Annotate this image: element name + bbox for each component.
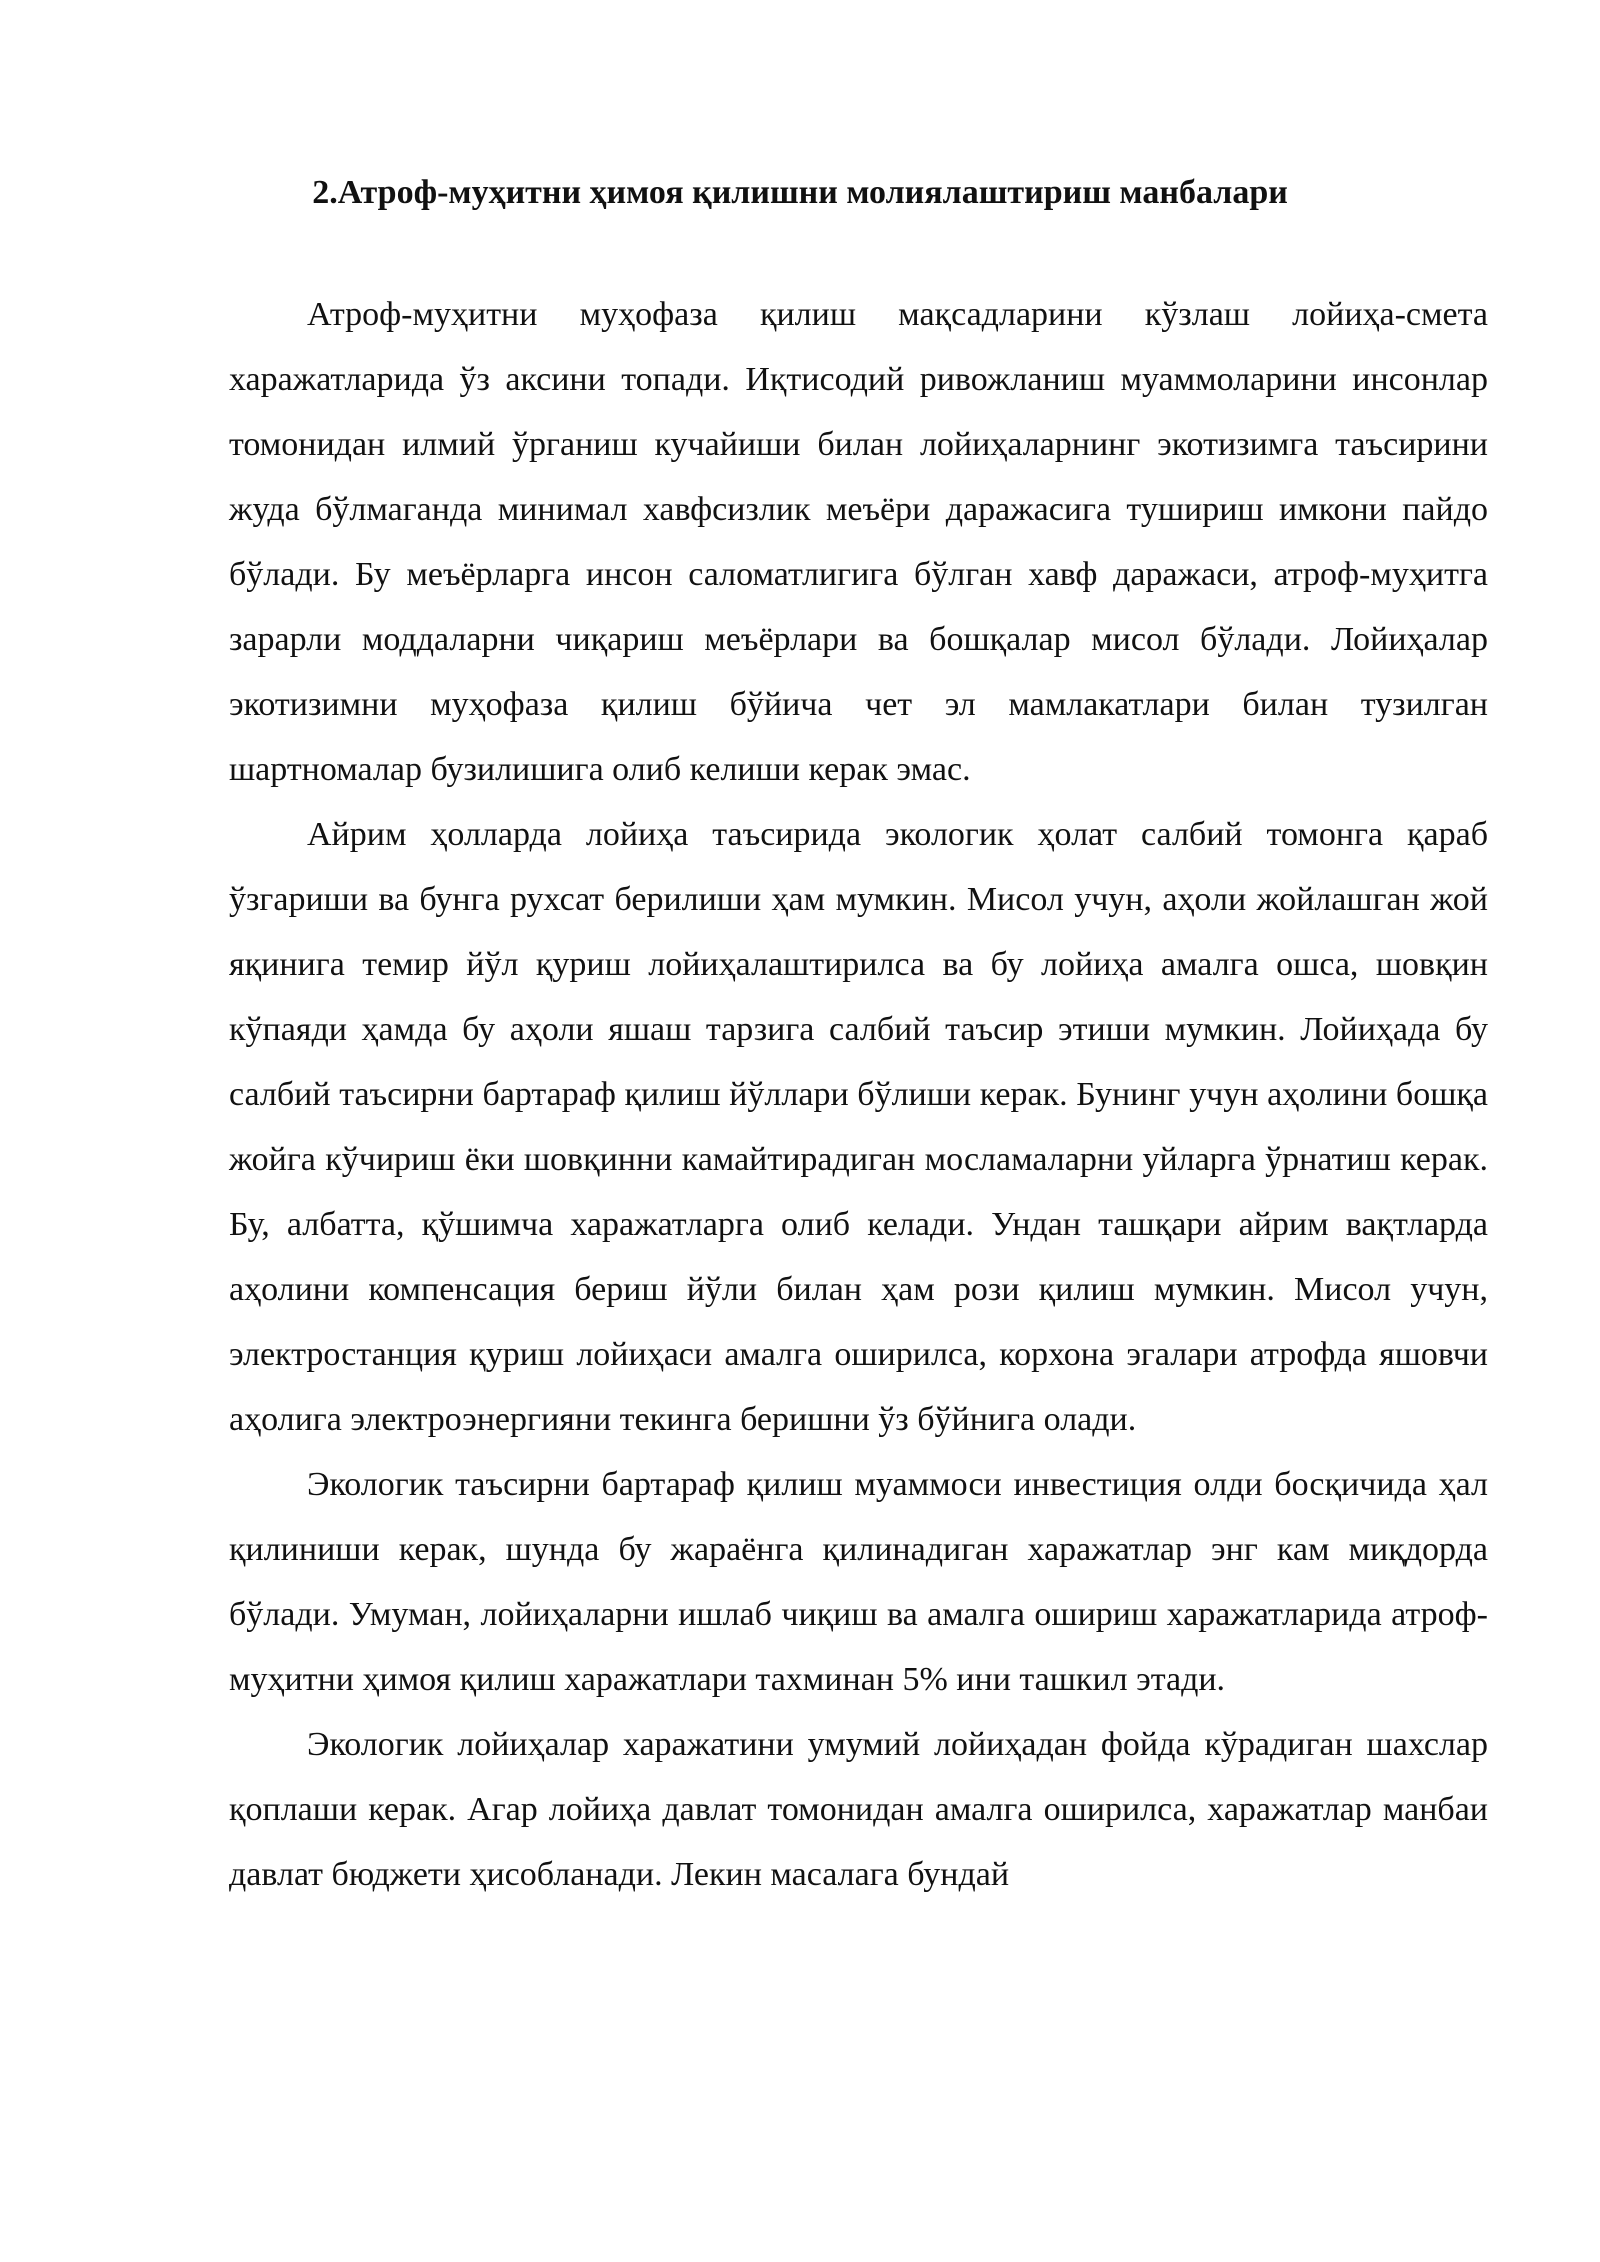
document-body xyxy=(229,282,1488,1907)
page-title: 2.Атроф-муҳитни ҳимоя қилишни молиялаштириш манбалари xyxy=(312,173,1288,211)
paragraph-4: Экологик лойиҳалар харажатини умумий лойиҳадан фойда кўрадиган шахслар қоплаши керак. Агар лойиҳа давлат томонидан амалга оширилса, харажатлар манбаи давлат бюджети ҳисобланади. Лекин масалага бундай xyxy=(229,1726,1488,1893)
paragraph-3: Экологик таъсирни бартараф қилиш муаммоси инвестиция олди босқичида ҳал қилиниши керак, шунда бу жараёнга қилинадиган харажатлар энг кам миқдорда бўлади. Умуман, лойиҳаларни ишлаб чиқиш ва амалга ошириш харажатларида атроф-муҳитни ҳимоя қилиш харажатлари тахминан 5% ини ташкил этади. xyxy=(229,1466,1488,1698)
paragraph-1: Атроф-муҳитни муҳофаза қилиш мақсадларини кўзлаш лойиҳа-смета харажатларида ўз аксини топади. Иқтисодий ривожланиш муаммоларини инсонлар томонидан илмий ўрганиш кучайиши билан лойиҳаларнинг экотизимга таъсирини жуда бўлмаганда минимал хавфсизлик меъёри даражасига тушириш имкони пайдо бўлади. Бу меъёрларга инсон саломатлигига бўлган хавф даражаси, атроф-муҳитга зарарли моддаларни чиқариш меъёрлари ва бошқалар мисол бўлади. Лойиҳалар экотизимни муҳофаза қилиш бўйича чет эл мамлакатлари билан тузилган шартномалар бузилишига олиб келиши керак эмас. xyxy=(229,296,1488,788)
paragraph-2: Айрим ҳолларда лойиҳа таъсирида экологик ҳолат салбий томонга қараб ўзгариши ва бунга рухсат берилиши ҳам мумкин. Мисол учун, аҳоли жойлашган жой яқинига темир йўл қуриш лойиҳалаштирилса ва бу лойиҳа амалга ошса, шовқин кўпаяди ҳамда бу аҳоли яшаш тарзига салбий таъсир этиши мумкин. Лойиҳада бу салбий таъсирни бартараф қилиш йўллари бўлиши керак. Бунинг учун аҳолини бошқа жойга кўчириш ёки шовқинни камайтирадиган мосламаларни уйларга ўрнатиш керак. Бу, албатта, қўшимча харажатларга олиб келади. Ундан ташқари айрим вақтларда аҳолини компенсация бериш йўли билан ҳам рози қилиш мумкин. Мисол учун, электростанция қуриш лойиҳаси амалга оширилса, корхона эгалари атрофда яшовчи аҳолига электроэнергияни текинга беришни ўз бўйнига олади. xyxy=(229,816,1488,1438)
